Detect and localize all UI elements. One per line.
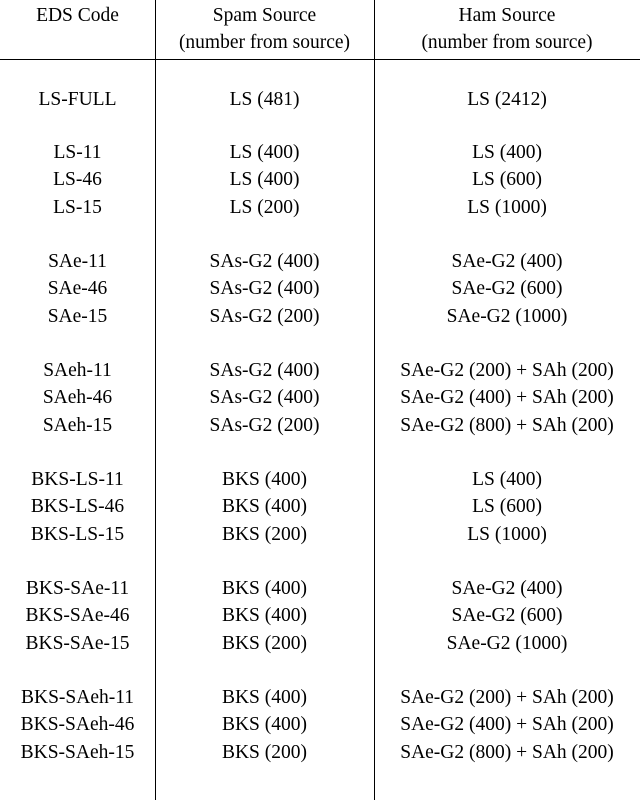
spam-source-cell: BKS (400) — [221, 469, 308, 490]
ham-source-cell: LS (1000) — [467, 523, 547, 545]
spam-source-cell: SAs-G2 (400) — [209, 251, 320, 272]
spam-source-cell: BKS (400) — [221, 605, 308, 627]
ham-source-cell: SAe-G2 (600) — [451, 605, 563, 627]
spam-source-cell: SAs-G2 (200) — [209, 414, 320, 436]
spam-source-cell: BKS (200) — [221, 632, 308, 654]
eds-code-cell: SAe-46 — [47, 278, 108, 300]
spam-source-cell: SAs-G2 (400) — [209, 278, 320, 300]
header-ham-source: Ham Source — [458, 5, 556, 26]
spam-source-cell: BKS (200) — [221, 741, 308, 763]
spam-source-cell: LS (481) — [229, 89, 300, 110]
header-rule — [0, 59, 640, 60]
spam-source-cell: BKS (400) — [221, 687, 308, 708]
eds-code-cell: LS-11 — [53, 142, 102, 163]
spam-source-cell: SAs-G2 (200) — [209, 305, 320, 327]
eds-code-cell: SAe-11 — [48, 251, 107, 272]
spam-source-cell: LS (400) — [229, 169, 300, 191]
ham-source-cell: SAe-G2 (200) + SAh (200) — [400, 360, 614, 381]
eds-code-cell: LS-FULL — [38, 89, 117, 110]
eds-code-cell: BKS-SAe-11 — [25, 578, 130, 599]
ham-source-cell: SAe-G2 (800) + SAh (200) — [400, 741, 614, 763]
ham-source-cell: SAe-G2 (800) + SAh (200) — [400, 414, 614, 436]
ham-source-cell: SAe-G2 (400) — [451, 251, 563, 272]
eds-code-cell: BKS-SAe-15 — [25, 632, 130, 654]
ham-source-cell: SAe-G2 (600) — [451, 278, 563, 300]
spam-source-cell: SAs-G2 (400) — [209, 387, 320, 409]
eds-code-cell: SAeh-11 — [43, 360, 112, 381]
eds-code-cell: BKS-SAeh-15 — [20, 741, 135, 763]
eds-code-cell: SAeh-46 — [42, 387, 113, 409]
eds-code-cell: SAeh-15 — [42, 414, 113, 436]
eds-code-cell: LS-46 — [53, 169, 102, 191]
ham-source-cell: LS (2412) — [467, 89, 547, 110]
ham-source-cell: SAe-G2 (1000) — [446, 632, 568, 654]
header-spam-source-sub: (number from source) — [178, 32, 351, 53]
eds-code-cell: LS-15 — [53, 196, 102, 218]
header-eds-code: EDS Code — [36, 5, 119, 26]
header-ham-source-sub: (number from source) — [421, 32, 593, 53]
eds-code-cell: BKS-LS-15 — [30, 523, 125, 545]
spam-source-cell: BKS (400) — [221, 496, 308, 518]
ham-source-cell: LS (400) — [472, 142, 542, 163]
spam-source-cell: LS (200) — [229, 196, 300, 218]
ham-source-cell: SAe-G2 (200) + SAh (200) — [400, 687, 614, 708]
spam-source-cell: BKS (400) — [221, 578, 308, 599]
ham-source-cell: SAe-G2 (1000) — [446, 305, 568, 327]
ham-source-cell: LS (400) — [472, 469, 542, 490]
ham-source-cell: LS (600) — [472, 496, 542, 518]
ham-source-cell: SAe-G2 (400) + SAh (200) — [400, 387, 614, 409]
header-spam-source: Spam Source — [212, 5, 317, 26]
ham-source-cell: SAe-G2 (400) + SAh (200) — [400, 714, 614, 736]
eds-code-cell: SAe-15 — [47, 305, 108, 327]
eds-code-cell: BKS-SAe-46 — [25, 605, 130, 627]
spam-source-cell: LS (400) — [229, 142, 300, 163]
spam-source-cell: BKS (200) — [221, 523, 308, 545]
eds-code-cell: BKS-SAeh-11 — [20, 687, 135, 708]
eds-code-cell: BKS-SAeh-46 — [20, 714, 135, 736]
ham-source-cell: LS (1000) — [467, 196, 547, 218]
ham-source-cell: LS (600) — [472, 169, 542, 191]
eds-code-cell: BKS-LS-11 — [31, 469, 124, 490]
spam-source-cell: BKS (400) — [221, 714, 308, 736]
ham-source-cell: SAe-G2 (400) — [451, 578, 563, 599]
spam-source-cell: SAs-G2 (400) — [209, 360, 320, 381]
eds-code-cell: BKS-LS-46 — [30, 496, 125, 518]
